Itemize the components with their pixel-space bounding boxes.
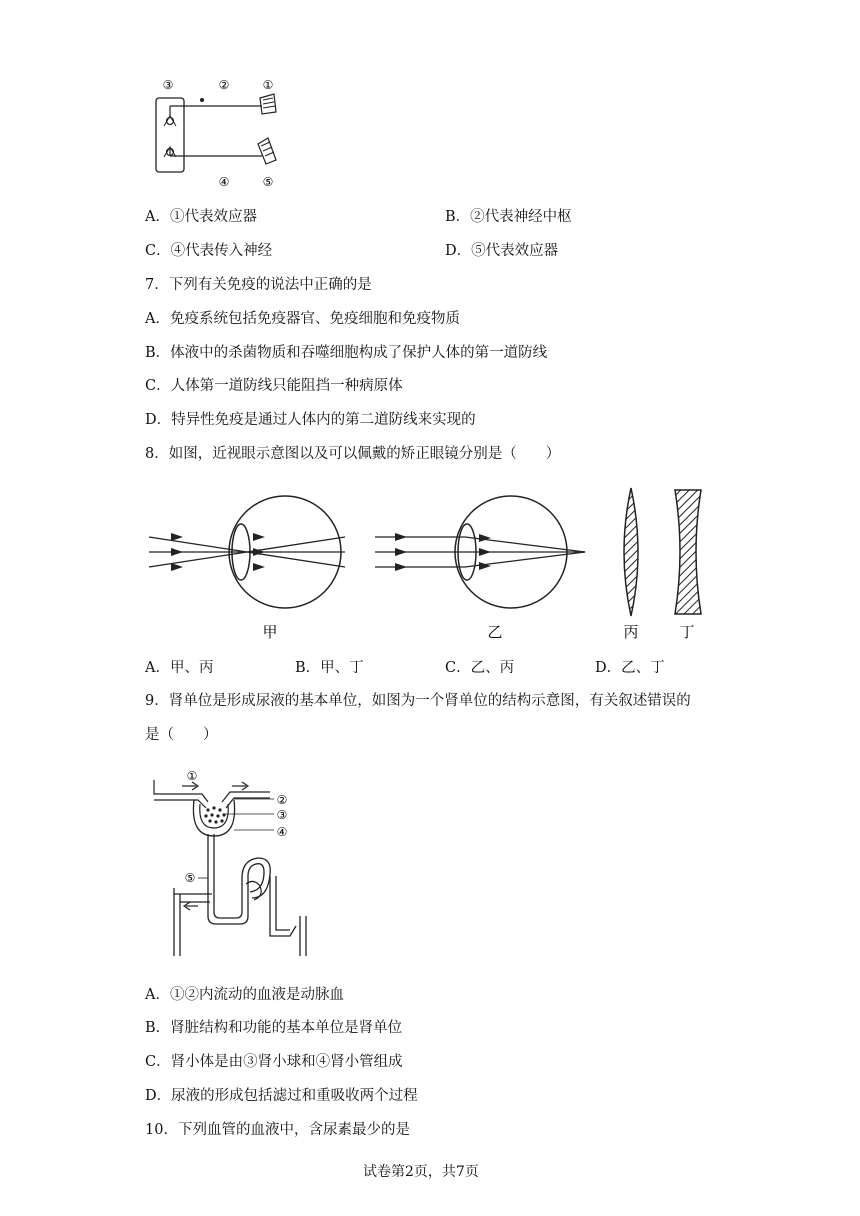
- q8-stem: 8．如图，近视眼示意图以及可以佩戴的矫正眼镜分别是（ ）: [145, 446, 561, 462]
- eye-label-yi: 乙: [487, 623, 503, 641]
- q7-stem: 7．下列有关免疫的说法中正确的是: [145, 277, 372, 293]
- eye-yi-diagram: [375, 496, 585, 608]
- q7-option-c[interactable]: C．人体第一道防线只能阻挡一种病原体: [145, 378, 403, 394]
- eye-lens-figure: [145, 482, 725, 644]
- eye-jia-diagram: [149, 496, 345, 608]
- q8-option-b[interactable]: B．甲、丁: [295, 660, 364, 676]
- lens-label-ding: 丁: [679, 623, 695, 641]
- reflex-arc-figure: [150, 76, 290, 192]
- reflex-label-4: ④: [218, 175, 230, 189]
- page-footer: 试卷第2页，共7页: [363, 1164, 479, 1180]
- nephron-label-2: ②: [276, 793, 288, 807]
- q8-option-d[interactable]: D．乙、丁: [595, 660, 665, 676]
- nephron-label-5: ⑤: [184, 871, 196, 885]
- q9-option-b[interactable]: B．肾脏结构和功能的基本单位是肾单位: [145, 1020, 403, 1036]
- q7-option-b[interactable]: B．体液中的杀菌物质和吞噬细胞构成了保护人体的第一道防线: [145, 345, 548, 361]
- reflex-label-1: ①: [262, 78, 274, 92]
- reflex-label-2: ②: [218, 78, 230, 92]
- q9-option-d[interactable]: D．尿液的形成包括滤过和重吸收两个过程: [145, 1088, 418, 1104]
- q8-option-c[interactable]: C．乙、丙: [445, 660, 515, 676]
- q7-option-a[interactable]: A．免疫系统包括免疫器官、免疫细胞和免疫物质: [145, 311, 460, 327]
- eye-label-jia: 甲: [262, 623, 278, 641]
- q7-option-d[interactable]: D．特异性免疫是通过人体内的第二道防线来实现的: [145, 412, 476, 428]
- q9-stem-line2: 是（ ）: [145, 727, 218, 743]
- reflex-label-3: ③: [162, 78, 174, 92]
- q9-option-c[interactable]: C．肾小体是由③肾小球和④肾小管组成: [145, 1054, 403, 1070]
- q10-stem: 10．下列血管的血液中，含尿素最少的是: [145, 1122, 410, 1138]
- q8-option-a[interactable]: A．甲、丙: [145, 660, 214, 676]
- q9-option-a[interactable]: A．①②内流动的血液是动脉血: [145, 987, 344, 1003]
- q6-option-a[interactable]: A．①代表效应器: [145, 209, 257, 225]
- q6-option-c[interactable]: C．④代表传入神经: [145, 243, 273, 259]
- nephron-label-3: ③: [276, 808, 288, 822]
- concave-lens-ding: [675, 490, 701, 614]
- nephron-label-4: ④: [276, 825, 288, 839]
- nephron-label-1: ①: [186, 769, 198, 783]
- q6-option-b[interactable]: B．②代表神经中枢: [445, 209, 572, 225]
- q9-stem-line1: 9．肾单位是形成尿液的基本单位，如图为一个肾单位的结构示意图，有关叙述错误的: [145, 693, 691, 709]
- q6-option-d[interactable]: D．⑤代表效应器: [445, 243, 559, 259]
- reflex-label-5: ⑤: [262, 175, 274, 189]
- lens-label-bing: 丙: [623, 623, 639, 641]
- nephron-figure: [150, 766, 315, 962]
- convex-lens-bing: [624, 488, 638, 616]
